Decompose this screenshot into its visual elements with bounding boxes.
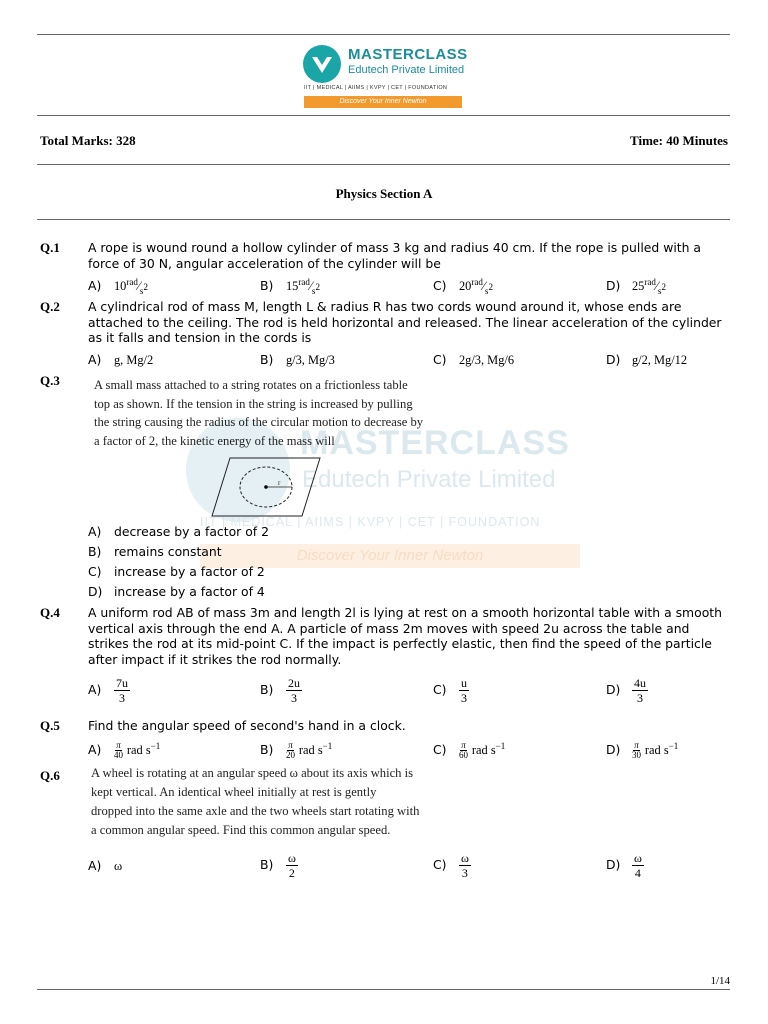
option-c[interactable]: [433, 352, 514, 368]
question-line: A wheel is rotating at an angular speed ω about its axis which is: [91, 766, 414, 780]
option-label: A): [88, 858, 102, 873]
option-label: B): [88, 544, 102, 559]
fraction-numerator: ω: [287, 851, 296, 865]
brand-logo: [302, 44, 342, 84]
top-rule: [37, 34, 730, 35]
option-unit: rad s: [471, 743, 496, 758]
question-line: attached to the ceiling. The rod is held horizontal and released. The linear acceleration of the cylinder: [88, 314, 722, 330]
option-label: D): [606, 857, 621, 872]
option-unit-exp: 2: [143, 281, 148, 292]
option-d[interactable]: D) $25^{rad}⁄_{s^2}$: [606, 277, 666, 296]
fraction-numerator: π: [288, 740, 293, 751]
watermark-tagline: Discover Your Inner Newton: [200, 544, 580, 568]
fraction-numerator: 4u: [633, 676, 646, 690]
option-unit-exp: −1: [322, 741, 333, 751]
option-b[interactable]: [260, 851, 298, 880]
option-label: D): [606, 682, 621, 697]
brand-tagline: Discover Your Inner Newton: [304, 96, 462, 108]
option-a[interactable]: [88, 524, 269, 539]
option-unit-exp: 2: [315, 281, 320, 292]
question-line: a common angular speed. Find this common angular speed.: [91, 823, 391, 837]
option-value: 10: [113, 279, 127, 294]
option-unit-exp: −1: [668, 741, 679, 751]
option-unit-den: s: [657, 285, 662, 296]
option-label: B): [260, 857, 274, 872]
option-a[interactable]: [88, 352, 153, 368]
option-d[interactable]: [606, 851, 644, 880]
question-line: Find the angular speed of second's hand in a clock.: [88, 718, 406, 733]
option-b[interactable]: [260, 676, 302, 705]
question-line: force of 30 N, angular acceleration of the cylinder will be: [88, 255, 441, 271]
question-text: [91, 764, 419, 840]
brand-name: MASTERCLASS: [348, 46, 468, 63]
option-label: B): [260, 352, 274, 367]
brand-subtitle: Edutech Private Limited: [348, 64, 465, 76]
fraction-numerator: u: [460, 676, 467, 690]
option-unit: rad s: [298, 743, 323, 758]
question-text: [88, 240, 728, 271]
fraction-numerator: π: [116, 740, 121, 751]
fraction-numerator: 2u: [287, 676, 300, 690]
question-line: vertical axis through the end A. A particle of mass 2m moves with speed 2u across the table and: [88, 620, 690, 636]
question-text: [88, 718, 728, 734]
info-rule: [37, 164, 730, 165]
option-d[interactable]: [88, 584, 265, 599]
fraction-denominator: 4: [634, 866, 641, 880]
question-line: kept vertical. An identical wheel initially at rest is gently: [91, 785, 377, 799]
question-line: a factor of 2, the kinetic energy of the mass will: [94, 433, 335, 448]
question-line: A rope is wound round a hollow cylinder of mass 3 kg and radius 40 cm. If the rope is pulled with a: [88, 240, 702, 255]
option-text: decrease by a factor of 2: [113, 524, 269, 539]
question-text: [94, 376, 423, 450]
option-b[interactable]: [88, 544, 222, 559]
watermark-subtitle: Edutech Private Limited: [302, 466, 556, 493]
option-c[interactable]: [88, 564, 265, 579]
option-label: B): [260, 682, 274, 697]
option-unit: rad: [298, 277, 310, 287]
option-label: A): [88, 352, 102, 367]
option-label: D): [88, 584, 103, 599]
fraction-numerator: ω: [633, 851, 642, 865]
option-label: B): [260, 278, 274, 294]
option-label: C): [433, 742, 447, 758]
fraction-denominator: 30: [631, 750, 641, 761]
option-d[interactable]: [606, 352, 687, 368]
option-unit-den: s: [311, 285, 316, 296]
question-line: dropped into the same axle and the two wheels start rotating with: [91, 804, 420, 818]
question-line: top as shown. If the tension in the string is increased by pulling: [94, 396, 413, 411]
fraction-denominator: 3: [290, 691, 297, 705]
question-line: the string causing the radius of the circular motion to decrease by: [94, 415, 424, 429]
option-label: C): [433, 682, 447, 697]
question-number: Q.2: [40, 299, 60, 314]
question-line: A small mass attached to a string rotates on a frictionless table: [94, 378, 408, 392]
time-limit: Time: 40 Minutes: [630, 133, 728, 148]
option-text: increase by a factor of 2: [113, 564, 265, 579]
question-number: Q.4: [40, 605, 60, 620]
question-text: [88, 299, 728, 346]
option-label: A): [88, 682, 102, 697]
option-text: g/3, Mg/3: [285, 353, 335, 367]
fraction-denominator: 3: [460, 691, 467, 705]
question-line: after impact if it strikes the rod normally.: [88, 651, 342, 667]
question-number: Q.5: [40, 718, 60, 733]
option-label: A): [88, 524, 102, 539]
option-b[interactable]: [260, 352, 335, 368]
fraction-numerator: ω: [460, 851, 469, 865]
table-diagram: [210, 456, 322, 518]
section-title: Physics Section A: [335, 186, 433, 201]
option-label: D): [606, 278, 621, 294]
option-c[interactable]: C) $20^{rad}⁄_{s^2}$: [433, 277, 493, 296]
option-value: 25: [631, 279, 645, 294]
option-a[interactable]: [88, 858, 122, 874]
fraction-denominator: 40: [113, 750, 123, 761]
fraction-denominator: 20: [285, 750, 295, 761]
option-value: 20: [458, 279, 472, 294]
question-line: as it falls and tension in the cords is: [88, 330, 312, 345]
question-number: Q.1: [40, 240, 60, 255]
option-a[interactable]: A) $10^{rad}⁄_{s^2}$: [88, 277, 148, 296]
option-label: C): [433, 278, 447, 294]
fraction-denominator: 3: [461, 866, 468, 880]
watermark-brand: MASTERCLASS: [300, 424, 570, 462]
option-unit: rad s: [644, 743, 669, 758]
option-d[interactable]: [606, 741, 678, 760]
question-line: A uniform rod AB of mass 3m and length 2l is lying at rest on a smooth horizontal table with a smooth: [88, 605, 723, 620]
option-c[interactable]: [433, 851, 471, 880]
option-unit-exp: 2: [661, 281, 666, 292]
option-unit-exp: −1: [150, 741, 161, 751]
question-line: A cylindrical rod of mass M, length L & radius R has two cords wound around it, whose ends are: [88, 299, 682, 314]
radius-label: r: [278, 479, 281, 487]
option-unit: rad: [644, 277, 656, 287]
question-number: Q.6: [40, 768, 60, 783]
logo-icon: [302, 44, 342, 84]
header-rule: [37, 115, 730, 116]
total-marks: Total Marks: 328: [40, 133, 136, 148]
section-rule: [37, 219, 730, 220]
option-unit-den: s: [484, 285, 489, 296]
footer-rule: [37, 989, 730, 990]
page-number: 1/14: [710, 975, 730, 987]
option-label: C): [433, 352, 447, 367]
fraction-numerator: π: [461, 740, 466, 751]
question-line: strikes the rod at its mid-point C. If the impact is perfectly elastic, then find the speed of the particle: [88, 636, 712, 651]
option-text: ω: [113, 859, 123, 873]
option-label: D): [606, 742, 621, 758]
option-text: 2g/3, Mg/6: [458, 353, 515, 367]
fraction-denominator: 3: [118, 691, 125, 705]
option-label: B): [260, 742, 274, 758]
option-value: 15: [285, 279, 299, 294]
brand-streams: IIT | MEDICAL | AIIMS | KVPY | CET | FOUNDATION: [304, 85, 448, 91]
option-text: remains constant: [113, 544, 222, 559]
option-label: A): [88, 278, 102, 294]
fraction-numerator: π: [634, 740, 639, 751]
fraction-denominator: 60: [458, 750, 468, 761]
option-unit-exp: −1: [495, 741, 506, 751]
option-label: A): [88, 742, 102, 758]
option-label: C): [433, 857, 447, 872]
option-label: D): [606, 352, 621, 367]
option-unit-exp: 2: [488, 281, 493, 292]
option-unit: rad: [471, 277, 483, 287]
option-unit: rad s: [126, 743, 151, 758]
option-c[interactable]: [433, 741, 505, 760]
option-a[interactable]: [88, 741, 160, 760]
option-b[interactable]: [260, 741, 332, 760]
option-a[interactable]: [88, 676, 130, 705]
fraction-numerator: 7u: [115, 676, 128, 690]
option-text: g, Mg/2: [113, 353, 154, 367]
watermark-streams: IIT | MEDICAL | AIIMS | KVPY | CET | FOUNDATION: [200, 515, 541, 529]
option-unit-den: s: [139, 285, 144, 296]
option-label: C): [88, 564, 102, 579]
option-b[interactable]: B) $15^{rad}⁄_{s^2}$: [260, 277, 320, 296]
fraction-denominator: 3: [636, 691, 643, 705]
option-d[interactable]: [606, 676, 648, 705]
question-text: [88, 605, 728, 667]
option-text: increase by a factor of 4: [113, 584, 265, 599]
question-number: Q.3: [40, 373, 60, 388]
option-unit: rad: [126, 277, 138, 287]
option-c[interactable]: [433, 676, 469, 705]
option-text: g/2, Mg/12: [631, 353, 688, 367]
fraction-denominator: 2: [288, 866, 295, 880]
